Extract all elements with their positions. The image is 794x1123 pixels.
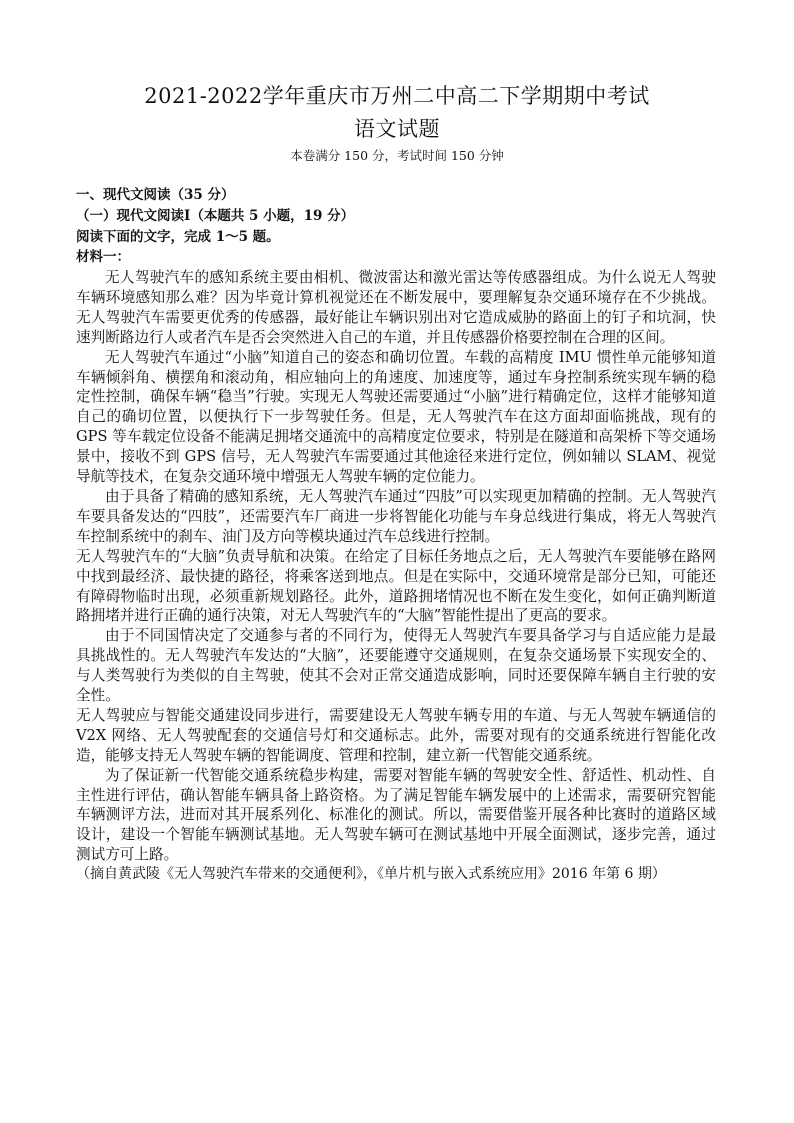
exam-subject-title: 语文试题 xyxy=(354,117,440,141)
section-subheading: （一）现代文阅读Ⅰ（本题共 5 小题，19 分） xyxy=(76,208,355,224)
source-citation: （摘自黄武陵《无人驾驶汽车带来的交通便利》，《单片机与嵌入式系统应用》2016 年第 6 期） xyxy=(76,866,666,883)
section-heading: 一、现代文阅读（35 分） xyxy=(76,187,235,203)
passage-paragraph: 无人驾驶汽车通过“小脑”知道自己的姿态和确切位置。车载的高精度 IMU 惯性单元能够知道车辆倾斜角、横摆角和滚动角，相应轴向上的角速度、加速度等，通过车身控制系统实现车辆的稳定性控制，确保车辆“稳当”行驶。实现无人驾驶还需要通过“小脑”进行精确定位，这样才能够知道自己的确切位置，以便执行下一步驾驶任务。但是，无人驾驶汽车在这方面却面临挑战，现有的 GPS 等车载定位设备不能满足拥堵交通流中的高精度定位要求，特别是在隧道和高架桥下等交通场景中，接收不到 GPS 信号，无人驾驶汽车需要通过其他途径来进行定位，例如辅以 SLAM、视觉导航等技术，在复杂交通环境中增强无人驾驶车辆的定位能力。 xyxy=(76,348,716,486)
passage-paragraph: 无人驾驶汽车的感知系统主要由相机、微波雷达和激光雷达等传感器组成。为什么说无人驾驶车辆环境感知那么难？因为毕竟计算机视觉还在不断发展中，要理解复杂交通环境存在不少挑战。无人驾驶汽车需要更优秀的传感器，最好能让车辆识别出对它造成威胁的路面上的钉子和坑洞，快速判断路边行人或者汽车是否会突然进入自己的车道，并且传感器价格要控制在合理的区间。 xyxy=(76,269,716,346)
passage-paragraph: 无人驾驶应与智能交通建设同步进行，需要建设无人驾驶车辆专用的车道、与无人驾驶车辆通信的 V2X 网络、无人驾驶配套的交通信号灯和交通标志。此外，需要对现有的交通系统进行智能化改造，能够支持无人驾驶车辆的智能调度、管理和控制，建立新一代智能交通系统。 xyxy=(76,706,716,764)
material-label: 材料一： xyxy=(76,249,130,265)
passage-body xyxy=(76,268,716,885)
passage-paragraph: 由于具备了精确的感知系统，无人驾驶汽车通过“四肢”可以实现更加精确的控制。无人驾驶汽车要具备发达的“四肢”，还需要汽车厂商进一步将智能化功能与车身总线进行集成，将无人驾驶汽车控制系统中的刹车、油门及方向等模块通过汽车总线进行控制。 xyxy=(76,487,716,545)
exam-info: 本卷满分 150 分，考试时间 150 分钟 xyxy=(290,148,504,163)
passage-paragraph: 为了保证新一代智能交通系统稳步构建，需要对智能车辆的驾驶安全性、舒适性、机动性、自主性进行评估，确认智能车辆具备上路资格。为了满足智能车辆发展中的上述需求，需要研究智能车辆测评方法，进而对其开展系列化、标准化的测试。所以，需要借鉴开展各种比赛时的道路区域设计，建设一个智能车辆测试基地。无人驾驶车辆可在测试基地中开展全面测试，逐步完善，通过测试方可上路。 xyxy=(76,766,716,864)
exam-title: 2021-2022学年重庆市万州二中高二下学期期中考试 xyxy=(144,84,650,108)
reading-instruction: 阅读下面的文字，完成 1～5 题。 xyxy=(76,229,280,245)
passage-paragraph: 无人驾驶汽车的“大脑”负责导航和决策。在给定了目标任务地点之后，无人驾驶汽车要能够在路网中找到最经济、最快捷的路径，将乘客送到地点。但是在实际中，交通环境常是部分已知，可能还有障碍物临时出现，必须重新规划路径。此外，道路拥堵情况也不断在发生变化，如何正确判断道路拥堵并进行正确的通行决策，对无人驾驶汽车的“大脑”智能性提出了更高的要求。 xyxy=(76,547,716,625)
passage-paragraph: 由于不同国情决定了交通参与者的不同行为，使得无人驾驶汽车要具备学习与自适应能力是最具挑战性的。无人驾驶汽车发达的“大脑”，还要能遵守交通规则，在复杂交通场景下实现安全的、与人类驾驶行为类似的自主驾驶，使其不会对正常交通造成影响，同时还要保障车辆自主行驶的安全性。 xyxy=(76,627,716,705)
